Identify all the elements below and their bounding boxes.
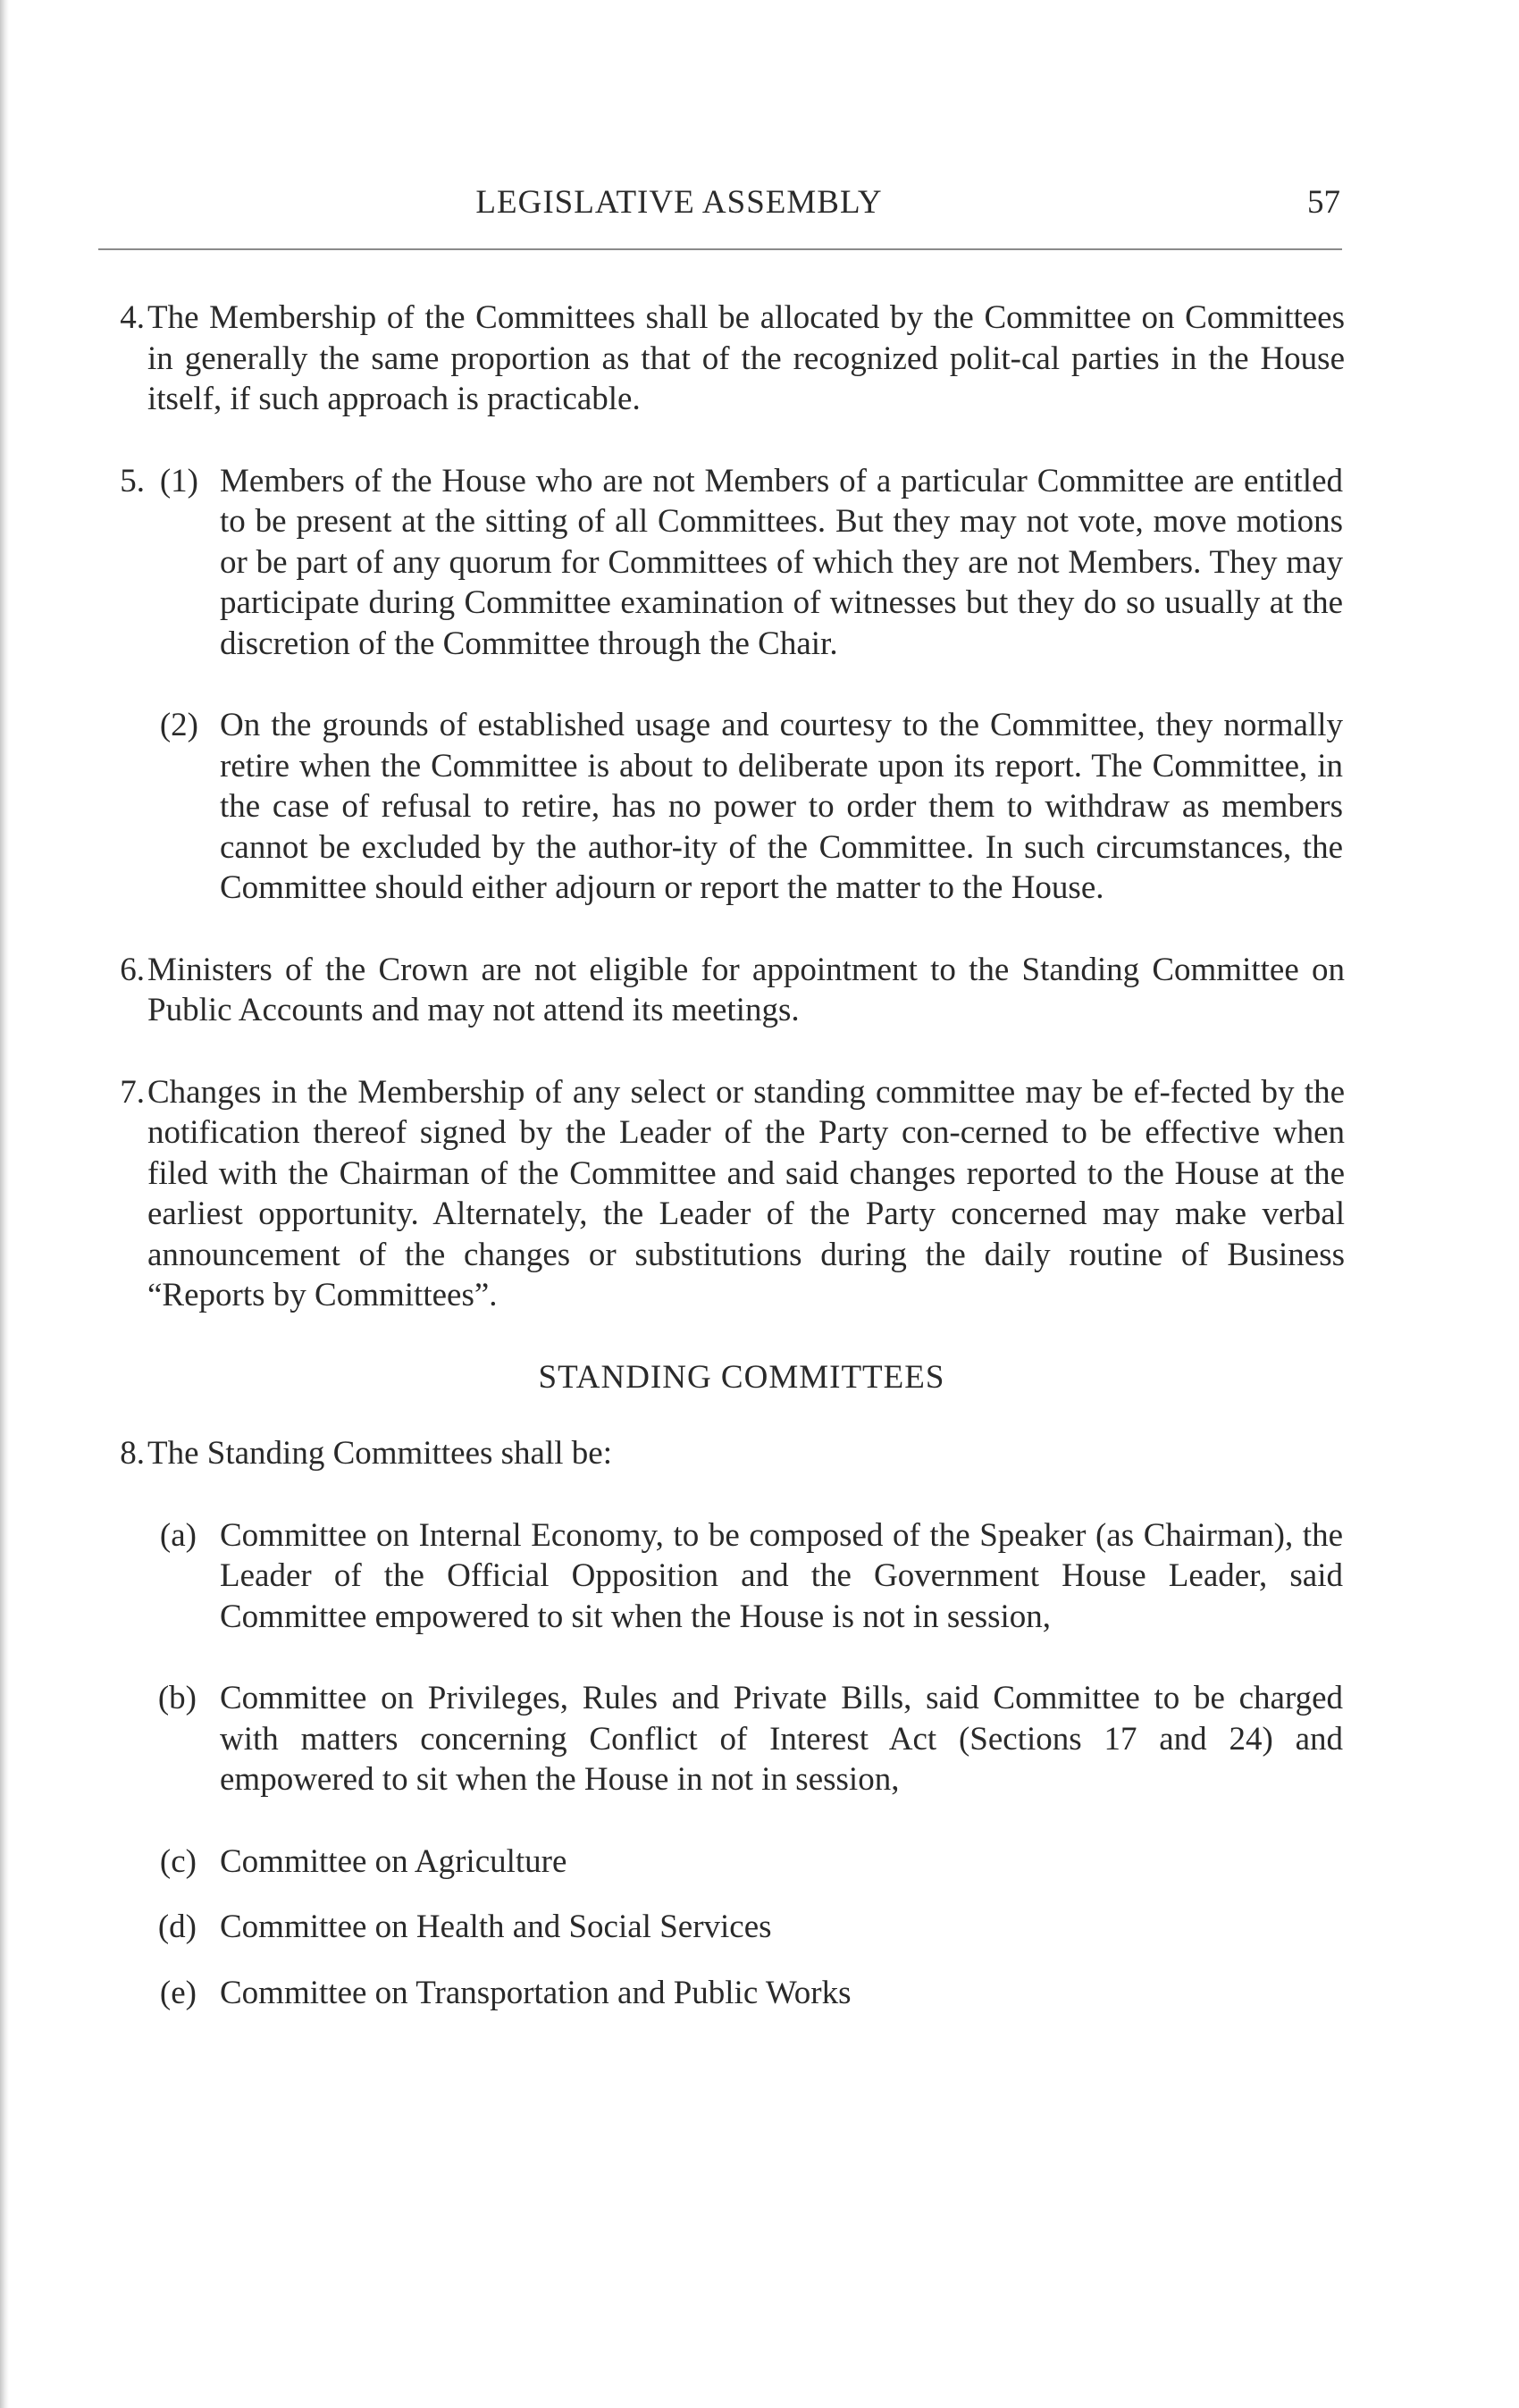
paragraph-text: The Membership of the Committees shall be allocated by the Committee on Committees in generally the same proportion as that of the recognized polit-cal parties in the House itself, if such approach is practicable. <box>147 299 1345 417</box>
paragraph-5 <box>0 461 1519 665</box>
subparagraph-8-c <box>0 1842 1519 1883</box>
subparagraph-text: Committee on Privileges, Rules and Private Bills, said Committee to be charged with matters concerning Conflict of Interest Act (Sections 17 and 24) and empowered to sit when the House in not in session, <box>220 1680 1343 1798</box>
paragraph-8 <box>0 1433 1519 1474</box>
page-header <box>0 180 1519 225</box>
paragraph-7 <box>0 1072 1519 1316</box>
paragraph-text: The Standing Committees shall be: <box>147 1435 612 1472</box>
subparagraph-label: (d) <box>157 1909 197 1945</box>
subparagraph-text: On the grounds of established usage and courtesy to the Committee, they normally retire when the Committee is about to deliberate upon its report. The Committee, in the case of refusal to retire, has no power to order them to withdraw as members cannot be excluded by the author-ity of the Committee. In such circumstances, the Committee should either adjourn or report the matter to the House. <box>220 707 1343 906</box>
paragraph-number: 4. <box>120 299 145 336</box>
paragraph-number: 7. <box>120 1073 145 1111</box>
subparagraph-text: Committee on Agriculture <box>220 1842 567 1880</box>
paragraph-6 <box>0 950 1519 1031</box>
paragraph-text: Changes in the Membership of any select or standing committee may be ef-fected by the notification thereof signed by the Leader of the Party con-cerned to be effective when filed with the Chairman of the Committee and said changes reported to the House at the earliest opportunity. Alternately, the Leader of the Party concerned may make verbal announcement of the changes or substitutions during the daily routine of Business “Reports by Committees”. <box>147 1073 1345 1313</box>
paragraph-4 <box>0 298 1519 420</box>
subparagraph-label: (1) <box>159 462 198 499</box>
paragraph-number: 6. <box>120 951 145 988</box>
subparagraph-label: (c) <box>159 1842 197 1880</box>
page-body <box>0 298 1519 2013</box>
subparagraph-8-a <box>0 1515 1519 1638</box>
paragraph-number: 8. <box>120 1435 145 1472</box>
subparagraph-label: (2) <box>159 707 198 743</box>
subparagraph-8-d <box>0 1907 1519 1948</box>
subparagraph-5-2 <box>0 705 1519 909</box>
subparagraph-label: (b) <box>157 1680 197 1716</box>
subparagraph-8-b <box>0 1678 1519 1800</box>
paragraph-number: 5. <box>120 462 145 499</box>
subparagraph-text: Committee on Transportation and Public Works <box>220 1974 852 2011</box>
subparagraph-text: Committee on Internal Economy, to be composed of the Speaker (as Chairman), the Leader of the Official Opposition and the Government House Leader, said Committee empowered to sit when the House is not in session, <box>220 1516 1343 1635</box>
page-number: 57 <box>1307 184 1340 221</box>
subparagraph-label: (e) <box>159 1974 197 2011</box>
header-rule <box>98 248 1342 250</box>
subparagraph-8-e <box>0 1973 1519 2014</box>
subparagraph-5-1 <box>0 461 1519 665</box>
subparagraph-text: Committee on Health and Social Services <box>220 1909 772 1945</box>
section-heading: STANDING COMMITTEES <box>538 1358 945 1396</box>
running-title: LEGISLATIVE ASSEMBLY <box>475 184 883 221</box>
subparagraph-label: (a) <box>159 1516 197 1554</box>
subparagraph-text: Members of the House who are not Members of a particular Committee are entitled to be present at the sitting of all Committees. But they may not vote, move motions or be part of any quorum for Committees of which they are not Members. They may participate during Committee examination of witnesses but they do so usually at the discretion of the Committee through the Chair. <box>220 462 1343 662</box>
paragraph-text: Ministers of the Crown are not eligible for appointment to the Standing Committee on Public Accounts and may not attend its meetings. <box>147 951 1345 1028</box>
